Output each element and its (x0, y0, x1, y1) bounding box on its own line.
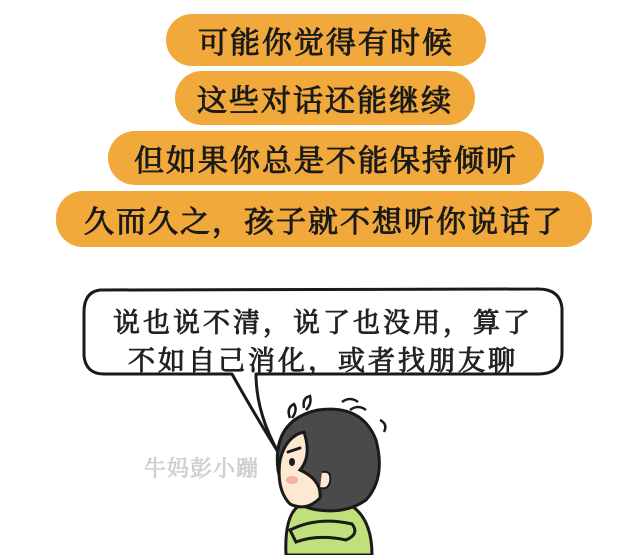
frustration-mark-2 (304, 396, 311, 410)
sulking-child-illustration (277, 396, 385, 555)
eye (289, 458, 295, 466)
caption-text-3: 但如果你总是不能保持倾听 (134, 144, 518, 179)
frustration-mark-3 (342, 399, 358, 402)
frustration-mark-4 (350, 407, 366, 410)
frustration-mark-1 (289, 404, 296, 418)
speech-line-1: 说也说不清，说了也没用，算了 (113, 308, 533, 339)
caption-text-4: 久而久之，孩子就不想听你说话了 (84, 205, 564, 240)
frustration-mark-5 (380, 420, 385, 432)
watermark: 牛妈彭小蹦 (144, 457, 260, 482)
blush (286, 476, 298, 484)
caption-text-2: 这些对话还能继续 (197, 84, 453, 119)
caption-text-1: 可能你觉得有时候 (198, 26, 454, 61)
speech-line-2: 不如自己消化，或者找朋友聊 (128, 346, 518, 377)
